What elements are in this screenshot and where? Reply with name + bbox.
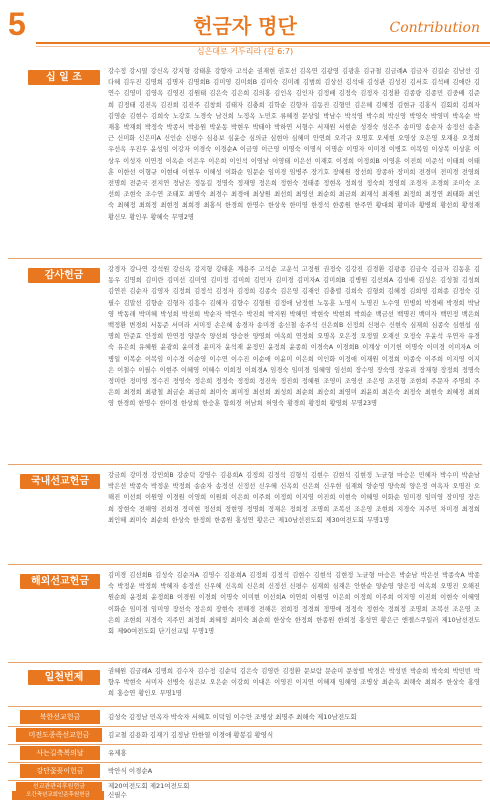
section-tithe	[8, 66, 482, 254]
divider	[8, 464, 482, 465]
divider	[8, 780, 482, 781]
names-list: 강금희 강미경 강민희B 강순덕 강영수 김용희A 김정희 김정석 김형석 김현수 김현석 김현정 노균형 마승은 민혜자 박수미 박순남 박은선 박종숙 박정운 박정희 송순자 송정선 신정선 신우혜 신옥희 신은희 신우현 심재희 양순영 양숙희 양은정 여옥자 오명진 오해진 이선희 이원영 이경원 이영희 이원희 이은희 이주희 이정희 이지영 이진희 이현숙 이혜영 이화순 임미경 임미영 장미영 장은희 장현숙 전해영 전희경 정미현 정선희 정현영 정명희 정재은 정희정 조명희 조복선 조은영 조현희 지경숙 지주민 차미경 최정희 최인혜 최미숙 최순희 한상숙 한정희 한종원 홍성연 황은근 제10남선전도회 제30여전도회 무명1명	[108, 472, 480, 524]
section-unreached-mission	[8, 728, 482, 743]
divider	[8, 744, 482, 745]
divider	[8, 726, 482, 727]
section-overseas-mission	[8, 570, 482, 660]
section-label: 강단꽃꽂이헌금	[20, 764, 100, 778]
divider	[8, 662, 482, 663]
names-list: 박안식 이경순A	[108, 767, 153, 775]
page-title: 헌금자 명단	[193, 14, 297, 38]
names-list: 김성숙 김정남 민옥자 박숙자 서혜호 이덕임 이수안 조병상 최명주 최해숙 제10남전도회	[108, 713, 357, 721]
section-church-support	[8, 791, 482, 800]
section-blessing-day	[8, 746, 482, 761]
divider	[8, 258, 482, 259]
names-list: 유제홍	[108, 749, 127, 757]
names-list: 권혜원 김금례A 김명희 김수자 김수정 김순덕 김은숙 김영란 김정환 문보람 문순미 문창렬 박경은 박성빈 박순희 박숙희 박민빈 박향우 박현숙 서미자 선병숙 심은보 오은순 이강희 이대은 이영진 이지연 이혜재 임혜영 조병상 최순옥 최해숙 최희주 한상숙 홍영희 홍승연 황인오 무명1명	[108, 668, 480, 698]
page-number: 5	[8, 6, 26, 42]
section-altar-flowers	[8, 764, 482, 779]
section-mission-house-support	[8, 782, 482, 791]
header-rule	[36, 42, 490, 44]
names-list: 신필수	[108, 791, 127, 799]
section-label: 국내선교헌금	[20, 474, 100, 489]
section-thanks	[8, 264, 482, 460]
page-header	[0, 0, 490, 60]
section-label: 북한선교헌금	[20, 710, 100, 724]
section-domestic-mission	[8, 470, 482, 560]
section-label: 십 일 조	[28, 70, 100, 85]
english-title: Contribution	[389, 20, 480, 36]
section-label: 감사헌금	[28, 268, 100, 283]
section-label: 일천번제	[28, 670, 100, 685]
divider	[8, 762, 482, 763]
names-list: 김미경 김선희B 김성숙 김순자A 김영수 김용희A 김정희 김정석 김현수 김현석 김현정 노균형 마승은 박순남 박은선 박종숙A 박종숙 박정운 박정희 박혜자 송정선 신우혜 신옥희 신은희 신정선 신평수 심재희 심재은 안한순 양순영 양은정 여옥희 오명진 오해진 원순희 윤정희 윤정희B 이경원 이경희 이명숙 이미현 이선희A 이연희 이원영 이은희 이정희 이주희 이지영 이진희 이현숙 이혜영 이화순 임미경 임미영 장선숙 장은희 장현숙 전해경 전해은 전희정 정경희 정명애 정정숙 정현숙 정희정 조명희 조복선 조은영 조은희 조현희 지경숙 지주민 최정희 최혜정 최미숙 최순희 한상숙 한정희 한종원 한희정 홍성연 황은근 엔젤스쿠일러 제10남선전도회 제90여전도회 단기선교팀 무명1명	[108, 572, 480, 636]
names-list: 강수정 강시열 강신옥 강지형 강태훈 강향자 고석순 권재현 권호선 김옥연 김광영 김광훈 김규철 김금례A 김금자 김길순 김남선 김다혜 김두진 김명희 김명자 김명희B 김미영 김미희B 김미숙 김미례 김범희 김상선 김석대 김성관 김성진 김서호 김석배 김애란 김연수 김영미 김영옥 김영진 김원태 김은숙 김은희 김의홍 김인옥 김인자 김정배 김정숙 김정자 김정환 김종량 김종민 김중배 김준희 김정태 김진옥 김진희 김진주 김창희 김태자 김충희 김학순 김향자 김동진 김형민 김은혜 김혜정 김현규 김홍식 김회희 김희자 김영순 김현수 김희숙 노강호 노경숙 남건희 노정옥 노민호 류혜경 문상일 박남수 박석영 박수희 박신영 박영숙 박영미 박옥순 박재홍 박재희 박정숙 박종서 박용원 박운동 박현우 박태야 박하연 서형수 서재원 서현순 성경숙 성은주 송미영 송순자 송정선 송춘근 신미화 신은미A 신인순 신평수 심용보 심윤승 심의균 심현아 심혜미 안연희 오각규 오명호 오세현 오영상 오은영 오재용 오정희 우선옥 우진우 윤성임 이강자 이경숙 이경순A 이금영 이근영 이명숙 이명식 이명순 이명자 이미경 이병호 이복임 이상복 이상훈 이상우 이성자 이연정 이옥순 이은우 이은희 이인석 이영남 이영태 이은선 이재호 이정희 이정희B 이영훈 이진희 이준석 이태희 이태훈 이한선 이형규 이현대 이현우 이혜성 이화순 임문순 임미경 임병주 장기호 장혜원 장선희 장종하 장미희 전경미 전미경 전영희 전명희 전준국 전지연 정남은 정동길 정명숙 정재영 정은희 정현숙 정태종 정현옥 정희성 정숙희 정영희 조경자 조경희 조미숙 조선희 조현숙 조수연 조태호 최명숙 최경수 최경애 최상원 최선희 최영선 최순희 최금희 최재석 최재원 최정희 최정연 최태화 최인숙 최혜정 최희정 최현정 최희경 최홍식 한경희 한명수 한상욱 한미영 한정석 한종원 한주연 황대희 황미라 황병희 황선희 황성재 황신모 황인우 황혜숙 무명2명	[108, 68, 480, 221]
names-list: 강경자 강나연 강석원 강신옥 강지형 강태훈 계용주 고석순 고운석 고정원 권정숙 김강진 김경환 김광종 김금숙 김금자 김동훈 김동우 김명희 김미란 김미선 김미영 김미정 김미희 김민자 김미경 김미자A 김미희B 김병원 김선희A 김성배 김성은 김성철 김성희 김연진 김순자 김영자 김정희 김정석 김정자 김정희 김종숙 김은영 김재인 김충렬 김희숙 김형희 김혜정 김희영 김희종 김정숙 김필수 김말선 김향순 김형자 김흥수 김혜자 김향수 김형원 김정애 남정현 노동훈 노명식 노명진 노수영 민병희 박경배 박경희 박남영 박동래 박미혜 박성희 박선희 박순자 박연수 박진희 박지원 박혜민 박현숙 박현희 박희순 백금선 백명진 백미자 백민정 백은희 백정환 변경희 서동준 서미라 서미정 손은혜 송경자 송미경 송신철 송주석 신은희B 신정희 신평수 신현숙 심재희 심종숙 심현섭 심명희 안준효 안정희 안연정 양문숙 양선희 양승찬 양영희 여옥희 연정희 오명옥 오은정 오정열 오재선 오정숙 우윤석 우연자 유경숙 유은희 유혜원 윤광희 윤미경 윤미자 윤석재 윤정민 윤정희 윤종희 이경숙A 이경희B 이계상 이기헌 이명숙 이미경 이미자A 이병일 이복순 이복임 이수경 이순영 이수연 이수진 이순애 이윤미 이은희 이인화 이정애 이재원 이정희 이종숙 이주희 이지영 이지은 이철수 이필수 이현주 이혜영 이혜수 이희정 이희경A 임경숙 임미경 임혜영 임선희 장수영 장숙영 장유리 장재형 장정희 정명숙 정미란 정미영 정수진 정영숙 정은희 정정숙 정정희 정진욱 정진희 정혜원 조영미 조영선 조은영 조진형 조현희 주문자 주명희 주은희 최경희 최광철 최금순 최금희 최미숙 최미정 최선희 최성희 최순희 최승희 최영미 최윤희 최은숙 최정숙 최현숙 최혜경 최희영 한경희 한명수 한미경 한상희 한승훈 함희경 허남희 허영숙 황경희 황정희 황영희 무명23명	[108, 266, 480, 408]
section-label: 오간축년교회인준후원헌금	[12, 791, 104, 800]
section-label: 미전도종족선교헌금	[16, 728, 102, 742]
section-label: 해외선교헌금	[20, 574, 100, 589]
names-list: 제20여전도회 제21여전도회	[108, 782, 190, 790]
section-label: 사는길축복의날	[20, 746, 100, 760]
section-thousand-offering	[8, 666, 482, 706]
names-list: 김교철 김용화 김재기 김정남 안한열 이경애 황봉길 황영식	[108, 731, 274, 739]
section-north-korea-mission	[8, 710, 482, 725]
bible-verse: 심은대로 거두리라 (갈 6:7)	[196, 47, 294, 56]
divider	[8, 706, 482, 707]
divider	[8, 564, 482, 565]
section-label: 선교관관리후원헌금	[16, 782, 102, 791]
